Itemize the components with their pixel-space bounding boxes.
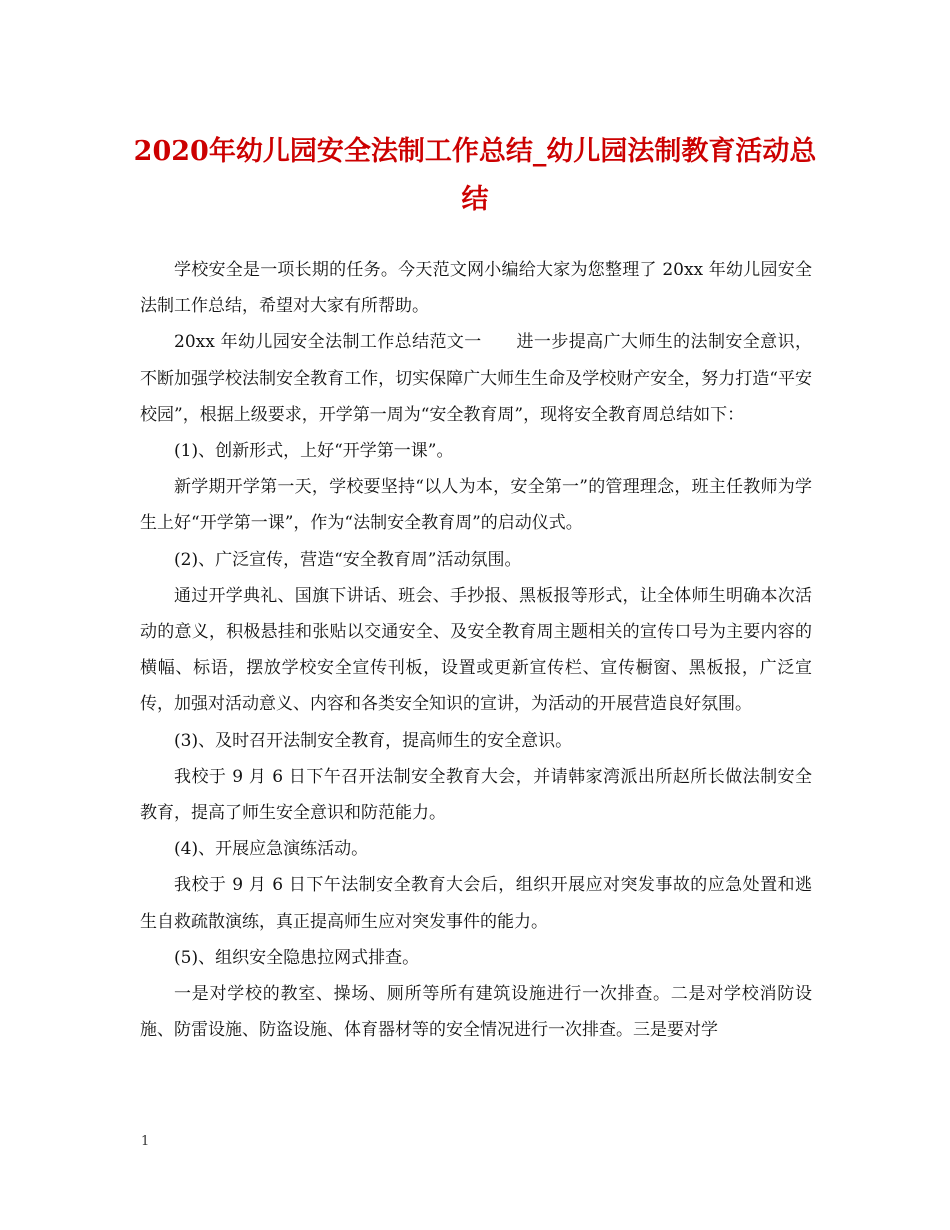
section-heading-2: (2)、广泛宣传，营造“安全教育周”活动氛围。	[174, 549, 522, 570]
paragraph-section-5: 一是对学校的教室、操场、厕所等所有建筑设施进行一次排查。二是对学校消防设施、防雷设施、防盗设施、体育器材等的安全情况进行一次排查。三是要对学	[140, 984, 812, 1041]
section-heading-5: (5)、组织安全隐患拉网式排查。	[174, 947, 420, 968]
section-heading-4: (4)、开展应急演练活动。	[174, 839, 369, 860]
paragraph-section-4: 我校于 9 月 6 日下午法制安全教育大会后，组织开展应对突发事故的应急处置和逃生自救疏散演练，真正提高师生应对突发事件的能力。	[140, 875, 812, 932]
paragraph-sample-one: 20xx 年幼儿园安全法制工作总结范文一 进一步提高广大师生的法制安全意识，不断加强学校法制安全教育工作，切实保障广大师生生命及学校财产安全，努力打造“平安校园”，根据上级要求，开学第一周为“安全教育周”，现将安全教育周总结如下：	[140, 332, 812, 425]
paragraph-section-3: 我校于 9 月 6 日下午召开法制安全教育大会，并请韩家湾派出所赵所长做法制安全教育，提高了师生安全意识和防范能力。	[140, 766, 812, 824]
document-title: 2020年幼儿园安全法制工作总结_幼儿园法制教育活动总结	[133, 136, 817, 215]
paragraph-section-2: 通过开学典礼、国旗下讲话、班会、手抄报、黑板报等形式，让全体师生明确本次活动的意义，积极悬挂和张贴以交通安全、及安全教育周主题相关的宣传口号为主要内容的横幅、标语，摆放学校安全宣传刊板，设置或更新宣传栏、宣传橱窗、黑板报，广泛宣传，加强对活动意义、内容和各类安全知识的宣讲，为活动的开展营造良好氛围。	[140, 585, 812, 715]
page-number: 1	[141, 1134, 150, 1149]
section-heading-3: (3)、及时召开法制安全教育，提高师生的安全意识。	[174, 730, 573, 751]
document-body	[140, 252, 812, 1048]
paragraph-section-1: 新学期开学第一天，学校要坚持“以人为本，安全第一”的管理理念，班主任教师为学生上好“开学第一课”，作为“法制安全教育周”的启动仪式。	[140, 477, 812, 534]
section-heading-1: (1)、创新形式，上好“开学第一课”。	[174, 441, 454, 462]
paragraph-intro: 学校安全是一项长期的任务。今天范文网小编给大家为您整理了 20xx 年幼儿园安全法制工作总结，希望对大家有所帮助。	[140, 260, 812, 317]
